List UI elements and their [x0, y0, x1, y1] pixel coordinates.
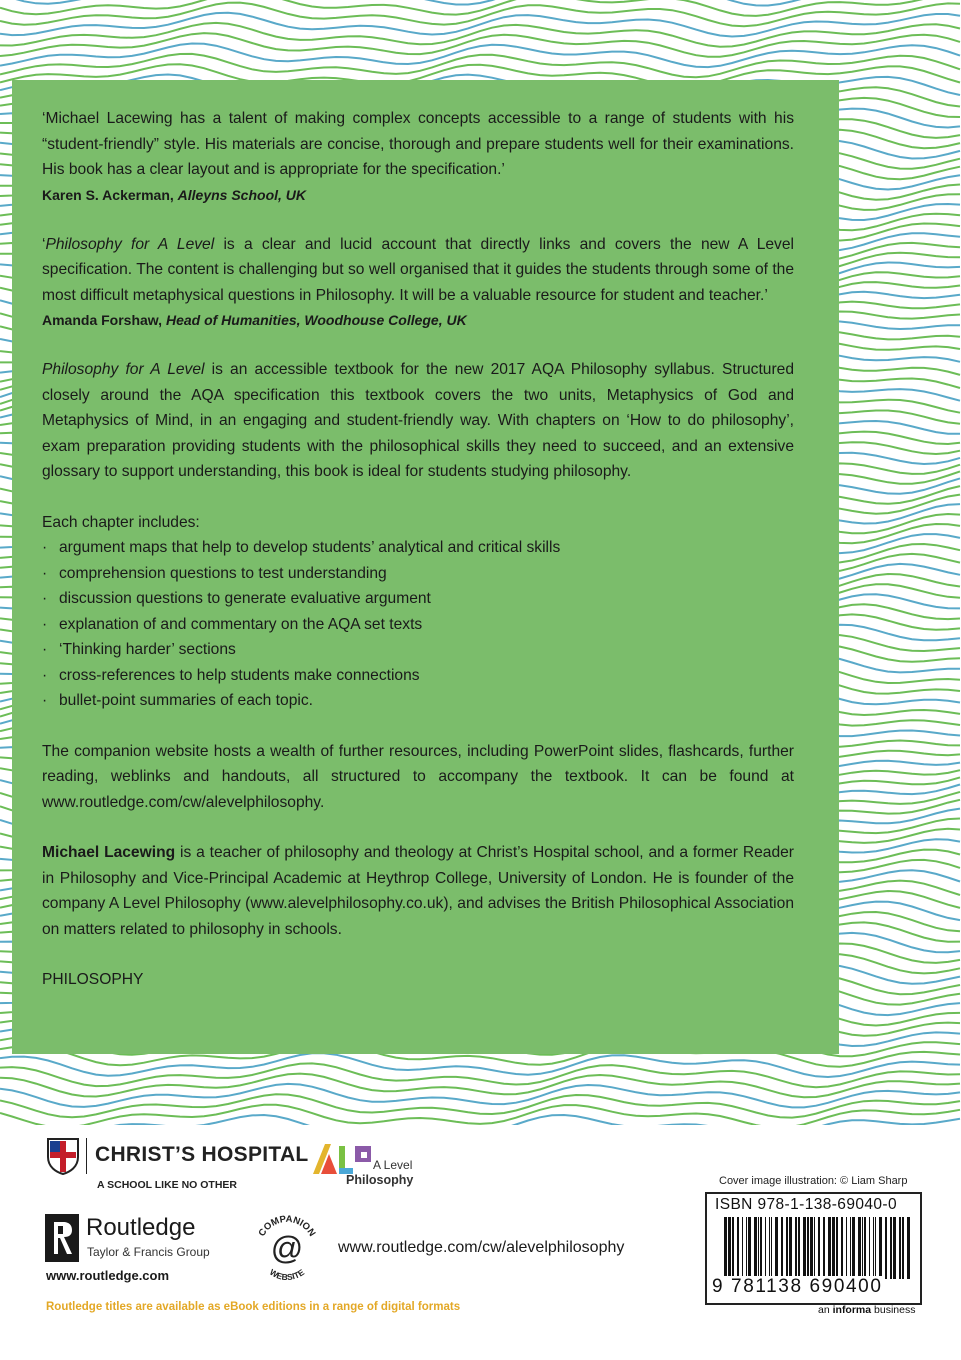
bullet-marker: ·	[42, 590, 48, 607]
isbn-text: ISBN 978-1-138-69040-0	[715, 1196, 897, 1213]
a-level-philosophy-line1: A Level	[373, 1158, 413, 1172]
bullet-marker: ·	[42, 615, 48, 633]
barcode-bar	[862, 1217, 863, 1279]
christs-hospital-name: CHRIST’S HOSPITAL	[95, 1143, 309, 1166]
feature-text: cross-references to help students make connections	[59, 666, 420, 684]
barcode-bar	[732, 1217, 734, 1279]
barcode-bar	[771, 1217, 772, 1279]
barcode-bar	[902, 1217, 904, 1279]
features-intro: Each chapter includes:	[42, 513, 200, 531]
feature-item	[42, 637, 794, 663]
bullet-marker: ·	[42, 692, 48, 709]
barcode-bar	[775, 1217, 778, 1279]
book-description: Philosophy for A Level is an accessible textbook for the new 2017 AQA Philosophy syllabus. Structured closely around the AQA specification this textbook covers the two units, Metaphysics of God and Metaphysics of Mind, in an engaging and student-friendly way. With chapters on ‘How to do philosophy’, exam preparation providing students with the philosophical skills they need to succeed, and an extensive glossary to support understanding, this book is ideal for students studying philosophy.	[42, 361, 794, 480]
barcode-bar	[852, 1217, 855, 1279]
feature-item	[42, 535, 794, 561]
svg-text:COMPANION: COMPANION	[256, 1213, 318, 1239]
barcode-bar	[765, 1217, 766, 1279]
barcode-bar	[893, 1217, 896, 1279]
feature-text: discussion questions to generate evaluative argument	[59, 590, 431, 607]
feature-text: comprehension questions to test understanding	[59, 564, 387, 582]
barcode-bar	[818, 1217, 820, 1279]
bullet-marker: ·	[42, 641, 48, 658]
feature-text: argument maps that help to develop students’ analytical and critical skills	[59, 539, 561, 556]
wave-line	[0, 13, 960, 37]
routledge-logo-icon	[45, 1214, 79, 1262]
quote-1-attribution: Karen S. Ackerman, Alleyns School, UK	[42, 186, 307, 203]
barcode-bar	[728, 1217, 731, 1279]
barcode-bar	[795, 1217, 797, 1279]
wave-line	[0, 23, 960, 47]
ebook-note: Routledge titles are available as eBook editions in a range of digital formats	[46, 1301, 461, 1313]
barcode-bar	[724, 1217, 727, 1279]
svg-text:@: @	[270, 1230, 304, 1266]
barcode-bar	[748, 1217, 751, 1279]
cover-credit: Cover image illustration: © Liam Sharp	[719, 1175, 908, 1187]
barcode-bar	[803, 1217, 806, 1279]
christs-hospital-crest-icon	[46, 1137, 80, 1175]
barcode-bar	[789, 1217, 792, 1279]
subject-category: PHILOSOPHY	[42, 971, 144, 988]
svg-text:WEBSITE: WEBSITE	[267, 1266, 307, 1283]
feature-item	[42, 561, 794, 587]
feature-item	[42, 612, 794, 638]
feature-text: explanation of and commentary on the AQA set texts	[59, 615, 423, 633]
barcode-bar	[742, 1217, 743, 1279]
a-level-philosophy-line2: Philosophy	[346, 1173, 414, 1187]
barcode-bar	[798, 1217, 800, 1279]
feature-item	[42, 586, 794, 612]
barcode-bar	[758, 1217, 759, 1279]
routledge-group: Taylor & Francis Group	[87, 1245, 210, 1259]
barcode-bar	[864, 1217, 866, 1279]
quote-2: ‘Philosophy for A Level is a clear and lucid account that directly links and covers the new A Level specification. The content is challenging but so well organised that it guides the students through some of the most difficult metaphysical questions in Philosophy. It will be a valuable resource for student and teacher.’	[42, 235, 794, 304]
a-level-philosophy-logo-icon	[311, 1140, 373, 1176]
barcode-bar	[786, 1217, 788, 1279]
barcode-bar	[907, 1217, 910, 1279]
wave-line	[0, 3, 960, 27]
barcode-bar	[890, 1217, 892, 1279]
author-bio: Michael Lacewing is a teacher of philosophy and theology at Christ’s Hospital school, and a former Reader in Philosophy and Vice-Principal Academic at Heythrop College, University of London. He is founder of the company A Level Philosophy (www.alevelphilosophy.co.uk), and advises the British Philosophical Association on matters related to philosophy in schools.	[42, 844, 794, 938]
barcode-bar	[814, 1217, 815, 1279]
barcode-bar	[737, 1217, 739, 1279]
barcode-bar	[846, 1217, 847, 1279]
bullet-marker: ·	[42, 666, 48, 684]
feature-item	[42, 688, 794, 714]
barcode-bar	[869, 1217, 870, 1279]
routledge-url: www.routledge.com	[46, 1268, 170, 1283]
feature-item	[42, 663, 794, 689]
wave-line	[0, 1105, 960, 1125]
barcode-bar	[754, 1217, 757, 1279]
barcode-bar	[885, 1217, 887, 1279]
barcode-bar	[810, 1217, 813, 1279]
barcode-bar	[828, 1217, 831, 1279]
quote-1: ‘Michael Lacewing has a talent of making complex concepts accessible to a range of students with his “student-friendly” style. His materials are concise, thorough and prepare students well for their examinations. His book has a clear layout and is appropriate for the specification.’	[42, 110, 794, 178]
barcode-bar	[760, 1217, 762, 1279]
companion-website-badge-icon	[250, 1211, 324, 1285]
christs-hospital-divider	[86, 1138, 87, 1174]
barcode	[722, 1217, 912, 1279]
bullet-marker: ·	[42, 564, 48, 582]
barcode-bar	[875, 1217, 876, 1279]
barcode-bar	[781, 1217, 783, 1279]
barcode-bar	[836, 1217, 838, 1279]
barcode-bar	[850, 1217, 851, 1279]
companion-website-url: www.routledge.com/cw/alevelphilosophy	[338, 1239, 625, 1256]
christs-hospital-tagline: A SCHOOL LIKE NO OTHER	[97, 1179, 238, 1191]
feature-list	[42, 535, 794, 714]
back-cover-text	[42, 106, 794, 993]
barcode-number: 9 781138 690400	[712, 1276, 883, 1297]
bullet-marker: ·	[42, 539, 48, 556]
barcode-bar	[832, 1217, 835, 1279]
informa-tagline: an informa business	[818, 1304, 916, 1316]
barcode-bar	[746, 1217, 747, 1279]
barcode-bar	[769, 1217, 770, 1279]
barcode-bar	[879, 1217, 882, 1279]
barcode-bar	[873, 1217, 874, 1279]
barcode-bar	[899, 1217, 901, 1279]
companion-website-text: The companion website hosts a wealth of further resources, including PowerPoint slides, flashcards, further reading, weblinks and handouts, all structured to accompany the textbook. It can be found at www.routledge.com/cw/alevelphilosophy.	[42, 742, 794, 811]
feature-text: ‘Thinking harder’ sections	[59, 641, 236, 658]
barcode-bar	[823, 1217, 825, 1279]
barcode-bar	[841, 1217, 843, 1279]
barcode-bar	[858, 1217, 861, 1279]
barcode-bar	[807, 1217, 809, 1279]
feature-text: bullet-point summaries of each topic.	[59, 692, 313, 709]
quote-2-attribution: Amanda Forshaw, Head of Humanities, Woodhouse College, UK	[42, 312, 467, 328]
routledge-name: Routledge	[86, 1214, 196, 1241]
